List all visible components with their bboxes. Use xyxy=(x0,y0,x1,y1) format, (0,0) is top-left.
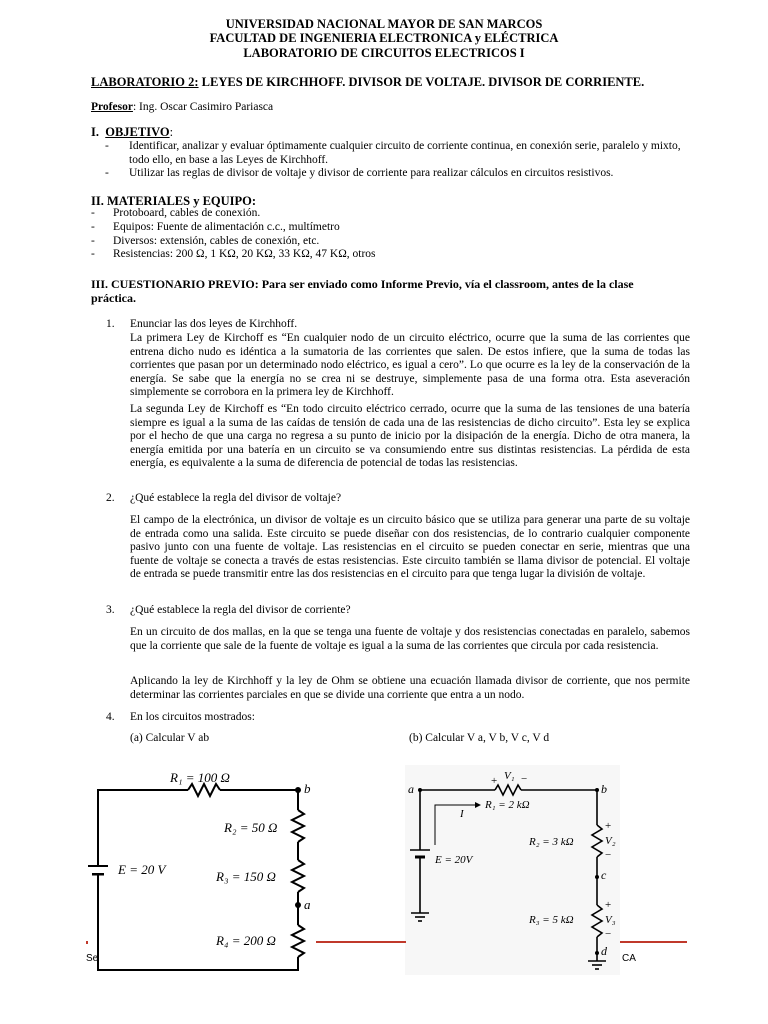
label-v3-plus: + xyxy=(605,899,612,911)
circuit-b-diagram xyxy=(405,765,620,975)
materiales-item-4: - Resistencias: 200 Ω, 1 KΩ, 20 KΩ, 33 KΩ, 47 KΩ, otros xyxy=(91,248,376,260)
objetivo-item-1: - Identificar, analizar y evaluar óptimamente cualquier circuito de corriente continua, en conexión serie, paralelo y mixto, todo ello, en base a las Leyes de Kirchhoff. xyxy=(105,140,681,166)
circuit-a-wire xyxy=(98,957,298,970)
materiales-item-2: - Equipos: Fuente de alimentación c.c., multímetro xyxy=(91,221,340,233)
question-1-title: Enunciar las dos leyes de Kirchhoff. xyxy=(130,318,298,330)
question-3-number: 3. xyxy=(106,604,115,616)
faculty-name: FACULTAD DE INGENIERIA ELECTRONICA y ELÉCTRICA xyxy=(209,31,559,45)
objetivo-item-2: - Utilizar las reglas de divisor de voltaje y divisor de corriente para realizar cálculos en circuitos resistivos. xyxy=(105,167,614,179)
label-v2: V₂ xyxy=(605,835,616,847)
question-3-paragraph-2: Aplicando la ley de Kirchhoff y la ley de Ohm se obtiene una ecuación llamada divisor de corriente, que nos permite determinar las corrientes parciales en que se divide una corriente que entra a un nodo. xyxy=(130,675,690,701)
university-name: UNIVERSIDAD NACIONAL MAYOR DE SAN MARCOS xyxy=(225,17,543,31)
label-r3: R₃ = 5 kΩ xyxy=(529,914,574,926)
question-3-title: ¿Qué establece la regla del divisor de corriente? xyxy=(130,604,351,616)
question-1-paragraph-1: La primera Ley de Kirchoff es “En cualquier nodo de un circuito eléctrico, ocurre que la suma de las corrientes que entrena dicho nudo es idéntica a la sumatoria de las corrientes que salen. De estos infiere, que la suma de todas las corrientes que pasan por un determinado nodo eléctrico, es igual a cero”. Lo que ocurre es la ley de la conservación de la energía. Se sabe que la energía no se crea ni se destruye, simplemente pasa de una forma otra. Esta aseveración simplemente se corrobora en la primera ley de Kirchhoff. xyxy=(130,332,690,398)
objetivo-heading: OBJETIVO xyxy=(105,125,170,139)
label-r3: R₃ = 150 Ω xyxy=(216,869,276,884)
question-4a-label: (a) Calcular V ab xyxy=(130,732,210,744)
question-4b-label: (b) Calcular V a, V b, V c, V d xyxy=(409,732,550,744)
lab-title xyxy=(91,75,644,90)
label-r2: R₂ = 50 Ω xyxy=(224,820,278,835)
resistor-r2 xyxy=(292,810,304,842)
label-r2: R₂ = 3 kΩ xyxy=(529,836,574,848)
footer-right-text: CA xyxy=(622,953,636,964)
materiales-item-1: - Protoboard, cables de conexión. xyxy=(91,207,261,219)
question-3-paragraph-1: En un circuito de dos mallas, en la que se tenga una fuente de voltaje y dos resistencias conectadas en paralelo, sabemos que la corriente que sale de la fuente de voltaje es igual a la suma de las corrientes que circula por cada resistencia. xyxy=(130,626,690,652)
section-objetivo-heading: I. OBJETIVO: xyxy=(91,125,174,139)
label-node-a: a xyxy=(304,897,311,912)
professor-label: Profesor xyxy=(91,101,133,113)
question-2-number: 2. xyxy=(106,492,115,504)
label-v1: V₁ xyxy=(504,770,515,782)
question-2-paragraph: El campo de la electrónica, un divisor de voltaje es un circuito básico que se utiliza para generar una parte de su voltaje de entrada como una salida. Este circuito se puede diseñar con dos resistencias, de lo contrario cualquier componente pasivo junto con una fuente de voltaje. Las resistencias en el circuito se pueden conectar en serie, mientras que una fuente de voltaje se conecta a través de estas resistencias. Este circuito también se llama divisor de potencial. El voltaje de entrada se puede transmitir entre las dos resistencias en el circuito para que tenga lugar la división de voltaje. xyxy=(130,514,690,580)
label-v1-plus: + xyxy=(491,775,498,787)
label-r1: R₁ = 100 Ω xyxy=(170,770,230,785)
label-node-c: c xyxy=(601,868,607,882)
label-source: E = 20V xyxy=(435,854,473,866)
circuit-a-diagram xyxy=(88,760,348,975)
label-r1: R₁ = 2 kΩ xyxy=(485,799,530,811)
label-node-a: a xyxy=(408,782,414,796)
resistor-r1 xyxy=(188,784,220,796)
label-r4: R₄ = 200 Ω xyxy=(216,933,276,948)
label-v2-minus: − xyxy=(605,849,612,861)
question-4-title: En los circuitos mostrados: xyxy=(130,711,255,723)
label-v3-minus: − xyxy=(605,928,612,940)
label-node-b: b xyxy=(304,781,311,796)
question-1-number: 1. xyxy=(106,318,115,330)
resistor-r4 xyxy=(292,925,304,957)
label-current: I xyxy=(460,808,464,820)
question-1-paragraph-2: La segunda Ley de Kirchoff es “En todo circuito eléctrico cerrado, ocurre que la suma de las tensiones de una batería siempre es igual a la suma de las caídas de tensión de cada una de las resistencias de dicho circuito”. Esta ley se explica por el hecho de que una carga no regresa a su punto de inicio por la disipación de la energía. Dicho de otra manera, la energía emitida por una batería en un circuito se va consumiendo entre sus distintas resistencias. La pérdida de esta energía, es equivalente a la suma de diferencia de potencial de todas las resistencias. xyxy=(130,403,690,469)
cuestionario-heading: III. CUESTIONARIO PREVIO: Para ser enviado como Informe Previo, vía el classroom, antes de la clase práctica. xyxy=(91,277,634,305)
label-v3: V₃ xyxy=(605,914,616,926)
label-node-b: b xyxy=(601,782,607,796)
label-v2-plus: + xyxy=(605,820,612,832)
footer-rule xyxy=(86,941,88,944)
resistor-r3 xyxy=(292,860,304,892)
materiales-item-3: - Diversos: extensión, cables de conexión, etc. xyxy=(91,235,320,247)
footer-rule xyxy=(316,941,406,943)
section-materiales-heading: II. MATERIALES y EQUIPO: xyxy=(91,194,257,208)
label-source: E = 20 V xyxy=(118,862,166,877)
node-b-dot xyxy=(295,787,301,793)
section-number: I. xyxy=(91,125,99,139)
question-4-number: 4. xyxy=(106,711,115,723)
node-a-dot xyxy=(295,902,301,908)
lab-course-name: LABORATORIO DE CIRCUITOS ELECTRICOS I xyxy=(243,46,525,60)
label-v1-minus: − xyxy=(521,773,528,785)
footer-rule xyxy=(620,941,687,943)
circuit-a-wire xyxy=(220,790,298,810)
lab-topic: LEYES DE KIRCHHOFF. DIVISOR DE VOLTAJE. DIVISOR DE CORRIENTE. xyxy=(198,75,645,89)
lab-number: LABORATORIO 2: xyxy=(91,75,199,89)
footer-left-text: Se xyxy=(86,953,99,964)
professor-name: : Ing. Oscar Casimiro Pariasca xyxy=(132,101,274,113)
question-2-title: ¿Qué establece la regla del divisor de voltaje? xyxy=(130,492,342,504)
professor-line xyxy=(91,101,273,113)
label-node-d: d xyxy=(601,944,607,958)
